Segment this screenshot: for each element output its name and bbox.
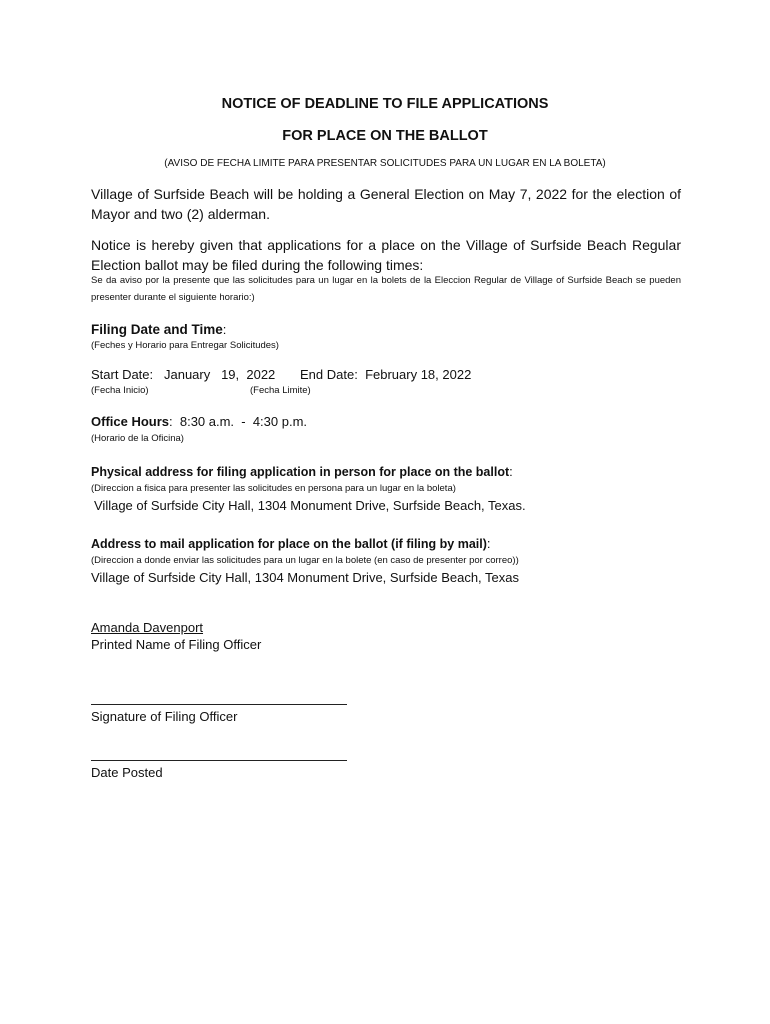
physical-heading-text: Physical address for filing application in person for place on the ballot <box>91 465 510 479</box>
filing-heading-spanish: (Feches y Horario para Entregar Solicitudes) <box>91 340 279 351</box>
start-date <box>91 367 275 382</box>
office-hours-spanish: (Horario de la Oficina) <box>91 433 184 444</box>
office-hours-value: : 8:30 a.m. - 4:30 p.m. <box>169 414 308 429</box>
physical-heading <box>91 463 513 481</box>
start-date-value: January 19, 2022 <box>163 367 276 382</box>
title-spanish: (AVISO DE FECHA LIMITE PARA PRESENTAR SOLICITUDES PARA UN LUGAR EN LA BOLETA) <box>164 158 606 169</box>
physical-heading-colon: : <box>509 464 513 479</box>
title-line-2: FOR PLACE ON THE BALLOT <box>282 128 488 144</box>
date-posted-label: Date Posted <box>91 765 163 780</box>
title-line-1: NOTICE OF DEADLINE TO FILE APPLICATIONS <box>221 96 549 112</box>
filing-heading-text: Filing Date and Time <box>91 322 223 337</box>
physical-address: Village of Surfside City Hall, 1304 Monument Drive, Surfside Beach, Texas. <box>94 498 526 513</box>
start-date-label: Start Date: <box>91 367 154 382</box>
mail-address: Village of Surfside City Hall, 1304 Monument Drive, Surfside Beach, Texas <box>91 570 520 585</box>
office-hours <box>91 414 307 429</box>
end-date <box>300 367 471 382</box>
signature-line <box>91 704 347 705</box>
officer-name: Amanda Davenport <box>91 620 204 635</box>
notice-spanish: Se da aviso por la presente que las solicitudes para un lugar en la bolets de la Eleccion Regular de Village of Surfside Beach se pueden presenter durante el siguiente horario:) <box>91 275 681 303</box>
mail-heading <box>91 535 491 553</box>
physical-spanish: (Direccion a fisica para presenter las solicitudes en persona para un lugar en la boleta) <box>91 483 456 494</box>
office-hours-label: Office Hours <box>91 414 170 429</box>
end-date-value: February 18, 2022 <box>365 367 472 382</box>
start-date-spanish: (Fecha Inicio) <box>91 385 149 396</box>
officer-name-label: Printed Name of Filing Officer <box>91 637 262 652</box>
signature-label: Signature of Filing Officer <box>91 709 238 724</box>
mail-heading-colon: : <box>486 536 491 551</box>
filing-heading-colon: : <box>222 322 227 337</box>
mail-spanish: (Direccion a donde enviar las solicitudes para un lugar en la bolete (en caso de presenter por correo)) <box>91 555 519 566</box>
date-line <box>91 760 347 761</box>
notice-paragraph: Notice is hereby given that applications for a place on the Village of Surfside Beach Regular Election ballot may be filed during the following times: <box>91 237 681 273</box>
mail-heading-text: Address to mail application for place on the ballot (if filing by mail) <box>91 537 487 551</box>
end-date-label: End Date: <box>300 367 358 382</box>
end-date-spanish: (Fecha Limite) <box>250 385 311 396</box>
filing-heading <box>91 321 226 339</box>
intro-paragraph: Village of Surfside Beach will be holding a General Election on May 7, 2022 for the election of Mayor and two (2) alderman. <box>91 186 681 222</box>
